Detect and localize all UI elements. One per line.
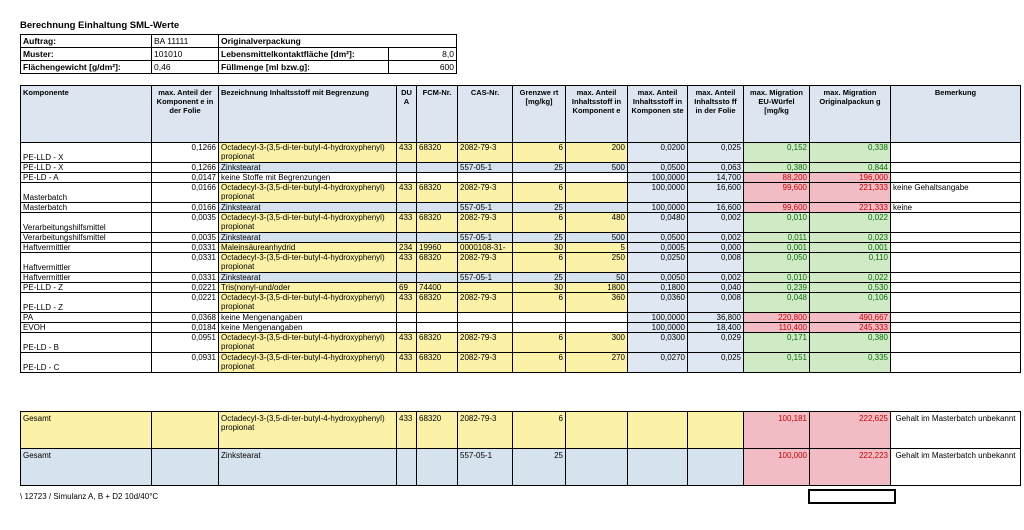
table-cell: PE-LLD - Z <box>21 293 152 313</box>
table-cell: 19960 <box>417 243 458 253</box>
table-cell: 0000108-31- <box>458 243 513 253</box>
table-cell: 200 <box>566 143 628 163</box>
column-header: Komponente <box>21 86 152 143</box>
table-cell: 270 <box>566 353 628 373</box>
table-cell: 0,002 <box>688 233 744 243</box>
table-cell <box>891 293 1021 313</box>
table-cell: 100,0000 <box>628 183 688 203</box>
total-cell: 222,625 <box>810 412 891 449</box>
table-cell: 0,0270 <box>628 353 688 373</box>
table-cell <box>891 253 1021 273</box>
total-cell <box>628 449 688 486</box>
table-cell: 0,040 <box>688 283 744 293</box>
total-cell <box>152 449 219 486</box>
column-header: DU A <box>397 86 417 143</box>
table-cell: 433 <box>397 253 417 273</box>
table-cell: PA <box>21 313 152 323</box>
table-row <box>21 143 1021 163</box>
total-cell: 222,223 <box>810 449 891 486</box>
table-cell: 0,530 <box>810 283 891 293</box>
muster-value: 101010 <box>152 48 219 61</box>
column-header: Bemerkung <box>891 86 1021 143</box>
table-cell: 0,0147 <box>152 173 219 183</box>
table-cell: 234 <box>397 243 417 253</box>
table-row <box>21 323 1021 333</box>
table-cell: 1800 <box>566 283 628 293</box>
table-cell: 6 <box>513 143 566 163</box>
table-cell: 0,011 <box>744 233 810 243</box>
page-title: Berechnung Einhaltung SML-Werte <box>20 20 180 31</box>
table-cell: 68320 <box>417 293 458 313</box>
table-cell: 30 <box>513 243 566 253</box>
table-cell: 0,171 <box>744 333 810 353</box>
total-cell: 25 <box>513 449 566 486</box>
table-cell: 0,002 <box>688 273 744 283</box>
table-row <box>21 313 1021 323</box>
total-cell: Gehalt im Masterbatch unbekannt <box>891 449 1021 486</box>
header-row <box>21 86 1021 143</box>
table-cell: 0,0050 <box>628 273 688 283</box>
table-cell <box>458 313 513 323</box>
table-cell <box>891 273 1021 283</box>
table-cell: 68320 <box>417 353 458 373</box>
table-row <box>21 273 1021 283</box>
column-header: FCM-Nr. <box>417 86 458 143</box>
table-cell: 69 <box>397 283 417 293</box>
column-header: max. Anteil der Komponent e in der Folie <box>152 86 219 143</box>
total-cell: Gehalt im Masterbatch unbekannt <box>891 412 1021 449</box>
empty-box <box>808 489 896 504</box>
table-row <box>21 253 1021 273</box>
table-cell <box>566 323 628 333</box>
total-row <box>21 449 1021 486</box>
total-cell <box>688 412 744 449</box>
total-cell: 6 <box>513 412 566 449</box>
total-cell: 557-05-1 <box>458 449 513 486</box>
table-cell: 500 <box>566 163 628 173</box>
auftrag-label: Auftrag: <box>21 35 152 48</box>
table-cell: 480 <box>566 213 628 233</box>
table-cell: 25 <box>513 163 566 173</box>
flaechengewicht-value: 0,46 <box>152 61 219 74</box>
table-cell: keine Stoffe mit Begrenzungen <box>219 173 397 183</box>
table-cell: 221,333 <box>810 183 891 203</box>
table-cell: 68320 <box>417 183 458 203</box>
table-cell: 220,800 <box>744 313 810 323</box>
table-cell: 557-05-1 <box>458 233 513 243</box>
table-cell: 68320 <box>417 253 458 273</box>
table-cell: 0,844 <box>810 163 891 173</box>
table-row <box>21 293 1021 313</box>
table-cell: Octadecyl-3-(3,5-di-ter-butyl-4-hydroxyphenyl) propionat <box>219 353 397 373</box>
auftrag-value: BA 11111 <box>152 35 219 48</box>
table-row <box>21 213 1021 233</box>
total-cell <box>397 449 417 486</box>
table-cell: 0,151 <box>744 353 810 373</box>
table-cell: 0,338 <box>810 143 891 163</box>
table-cell <box>566 183 628 203</box>
table-cell: 68320 <box>417 333 458 353</box>
table-cell: 0,029 <box>688 333 744 353</box>
table-cell: 30 <box>513 283 566 293</box>
table-cell: 100,0000 <box>628 173 688 183</box>
table-cell: 14,700 <box>688 173 744 183</box>
table-cell <box>397 163 417 173</box>
sml-table <box>20 85 1021 373</box>
table-cell: 5 <box>566 243 628 253</box>
table-cell: 25 <box>513 203 566 213</box>
kontaktflaeche-value: 8,0 <box>389 48 457 61</box>
total-cell <box>566 412 628 449</box>
table-cell: 500 <box>566 233 628 243</box>
table-cell: 0,063 <box>688 163 744 173</box>
fuellmenge-value: 600 <box>389 61 457 74</box>
table-cell <box>566 313 628 323</box>
table-cell: 2082-79-3 <box>458 353 513 373</box>
table-cell: 0,008 <box>688 293 744 313</box>
table-cell: PE-LLD - X <box>21 163 152 173</box>
table-cell: 433 <box>397 183 417 203</box>
table-cell: 0,023 <box>810 233 891 243</box>
total-cell <box>566 449 628 486</box>
table-cell: Octadecyl-3-(3,5-di-ter-butyl-4-hydroxyphenyl) propionat <box>219 183 397 203</box>
table-cell: 0,050 <box>744 253 810 273</box>
table-cell <box>891 353 1021 373</box>
table-cell: 0,1800 <box>628 283 688 293</box>
table-cell: PE-LD - C <box>21 353 152 373</box>
total-cell <box>417 449 458 486</box>
table-cell: Verarbeitungshilfsmittel <box>21 233 152 243</box>
table-cell: 433 <box>397 213 417 233</box>
table-cell <box>891 243 1021 253</box>
table-cell: 2082-79-3 <box>458 183 513 203</box>
table-row <box>21 163 1021 173</box>
table-cell: 0,1266 <box>152 143 219 163</box>
total-cell: 100,000 <box>744 449 810 486</box>
table-cell: Octadecyl-3-(3,5-di-ter-butyl-4-hydroxyphenyl) propionat <box>219 293 397 313</box>
table-cell: 0,0166 <box>152 203 219 213</box>
table-cell <box>417 233 458 243</box>
table-cell: 557-05-1 <box>458 273 513 283</box>
table-cell: 0,0221 <box>152 293 219 313</box>
table-cell: keine <box>891 203 1021 213</box>
table-cell: 100,0000 <box>628 323 688 333</box>
table-cell <box>566 203 628 213</box>
table-cell: 0,001 <box>810 243 891 253</box>
table-cell <box>891 283 1021 293</box>
table-cell: 6 <box>513 183 566 203</box>
table-cell: 25 <box>513 233 566 243</box>
table-cell: keine Gehaltsangabe <box>891 183 1021 203</box>
table-cell: 433 <box>397 143 417 163</box>
table-cell: 0,0951 <box>152 333 219 353</box>
table-cell: Zinkstearat <box>219 163 397 173</box>
table-cell: Zinkstearat <box>219 203 397 213</box>
table-cell: 0,0931 <box>152 353 219 373</box>
column-header: max. Anteil Inhaltsstoff in Komponent e <box>566 86 628 143</box>
table-cell: 0,0331 <box>152 273 219 283</box>
table-cell: 6 <box>513 333 566 353</box>
table-cell <box>891 333 1021 353</box>
column-header: CAS-Nr. <box>458 86 513 143</box>
total-cell: Gesamt <box>21 412 152 449</box>
table-cell: 99,600 <box>744 183 810 203</box>
table-cell: 0,025 <box>688 353 744 373</box>
table-cell: 0,335 <box>810 353 891 373</box>
table-row <box>21 173 1021 183</box>
table-cell: 0,110 <box>810 253 891 273</box>
table-cell: 0,0300 <box>628 333 688 353</box>
table-cell: PE-LLD - Z <box>21 283 152 293</box>
table-cell <box>417 313 458 323</box>
table-cell: 0,152 <box>744 143 810 163</box>
table-cell: Octadecyl-3-(3,5-di-ter-butyl-4-hydroxyphenyl) propionat <box>219 253 397 273</box>
column-header: max. Anteil Inhaltsstoff in Komponen ste <box>628 86 688 143</box>
table-cell <box>458 173 513 183</box>
table-cell <box>891 143 1021 163</box>
table-cell <box>891 173 1021 183</box>
table-cell: Maleinsäureanhydrid <box>219 243 397 253</box>
table-row <box>21 183 1021 203</box>
table-cell <box>417 323 458 333</box>
table-cell <box>417 173 458 183</box>
table-cell: Zinkstearat <box>219 233 397 243</box>
table-cell: 0,001 <box>744 243 810 253</box>
table-cell: 100,0000 <box>628 203 688 213</box>
table-cell: 0,0221 <box>152 283 219 293</box>
table-cell: 2082-79-3 <box>458 293 513 313</box>
total-cell: Gesamt <box>21 449 152 486</box>
table-cell: 0,0035 <box>152 233 219 243</box>
total-cell: Zinkstearat <box>219 449 397 486</box>
column-header: max. Migration EU-Würfel [mg/kg <box>744 86 810 143</box>
total-cell <box>688 449 744 486</box>
table-cell: 6 <box>513 253 566 273</box>
table-cell <box>891 323 1021 333</box>
table-cell: 0,106 <box>810 293 891 313</box>
total-cell: 2082-79-3 <box>458 412 513 449</box>
table-cell: 6 <box>513 353 566 373</box>
totals-table <box>20 411 1021 486</box>
table-cell: 0,0250 <box>628 253 688 273</box>
table-cell: Tris(nonyl-und/oder <box>219 283 397 293</box>
table-cell: 88,200 <box>744 173 810 183</box>
table-cell <box>417 273 458 283</box>
table-cell: 433 <box>397 353 417 373</box>
table-cell: 110,400 <box>744 323 810 333</box>
kontaktflaeche-label: Lebensmittelkontaktfläche [dm²]: <box>219 48 389 61</box>
table-cell: 300 <box>566 333 628 353</box>
table-cell <box>513 173 566 183</box>
table-cell: 2082-79-3 <box>458 333 513 353</box>
table-cell: PE-LD - A <box>21 173 152 183</box>
table-cell: Haftvermittler <box>21 253 152 273</box>
table-cell: 74400 <box>417 283 458 293</box>
table-cell <box>397 273 417 283</box>
table-cell: 0,380 <box>810 333 891 353</box>
total-cell: 100,181 <box>744 412 810 449</box>
table-cell: keine Mengenangaben <box>219 313 397 323</box>
table-row <box>21 353 1021 373</box>
total-cell <box>152 412 219 449</box>
auftrag-right: Originalverpackung <box>219 35 457 48</box>
table-row <box>21 243 1021 253</box>
table-cell: PE-LD - B <box>21 333 152 353</box>
info-table <box>20 34 457 74</box>
column-header: max. Migration Originalpackun g <box>810 86 891 143</box>
table-cell: 100,0000 <box>628 313 688 323</box>
table-row <box>21 333 1021 353</box>
table-cell: 0,025 <box>688 143 744 163</box>
table-cell: Octadecyl-3-(3,5-di-ter-butyl-4-hydroxyphenyl) propionat <box>219 333 397 353</box>
table-cell: 0,022 <box>810 273 891 283</box>
table-row <box>21 283 1021 293</box>
column-header: max. Anteil Inhaltssto ff in der Folie <box>688 86 744 143</box>
table-cell: Octadecyl-3-(3,5-di-ter-butyl-4-hydroxyphenyl) propionat <box>219 143 397 163</box>
table-cell: 0,380 <box>744 163 810 173</box>
table-cell: Masterbatch <box>21 203 152 213</box>
footer-note: \ 12723 / Simulanz A, B + D2 10d/40°C <box>20 492 159 501</box>
column-header: Grenzwe rt [mg/kg] <box>513 86 566 143</box>
table-cell <box>397 313 417 323</box>
table-cell <box>891 313 1021 323</box>
table-cell: 2082-79-3 <box>458 213 513 233</box>
total-cell: Octadecyl-3-(3,5-di-ter-butyl-4-hydroxyphenyl) propionat <box>219 412 397 449</box>
table-cell: 433 <box>397 293 417 313</box>
table-cell: 0,048 <box>744 293 810 313</box>
table-cell: 0,239 <box>744 283 810 293</box>
table-cell: 18,400 <box>688 323 744 333</box>
table-cell: 0,0368 <box>152 313 219 323</box>
table-cell: 0,0500 <box>628 233 688 243</box>
table-cell: 2082-79-3 <box>458 253 513 273</box>
table-cell: Zinkstearat <box>219 273 397 283</box>
table-cell: Verarbeitungshilfsmittel <box>21 213 152 233</box>
table-cell: 68320 <box>417 213 458 233</box>
table-cell: 221,333 <box>810 203 891 213</box>
table-cell <box>397 203 417 213</box>
table-cell <box>513 313 566 323</box>
table-cell <box>397 173 417 183</box>
total-row <box>21 412 1021 449</box>
table-cell: 245,333 <box>810 323 891 333</box>
table-cell <box>891 213 1021 233</box>
table-cell: PE-LLD - X <box>21 143 152 163</box>
table-cell: 0,000 <box>688 243 744 253</box>
table-cell: 99,600 <box>744 203 810 213</box>
table-cell: 0,022 <box>810 213 891 233</box>
table-cell <box>397 323 417 333</box>
table-row <box>21 233 1021 243</box>
table-cell <box>417 163 458 173</box>
muster-label: Muster: <box>21 48 152 61</box>
table-cell: Haftvermittler <box>21 273 152 283</box>
table-cell: 0,0005 <box>628 243 688 253</box>
table-cell: 0,008 <box>688 253 744 273</box>
table-cell <box>566 173 628 183</box>
table-cell: 433 <box>397 333 417 353</box>
table-cell: 25 <box>513 273 566 283</box>
table-cell <box>397 233 417 243</box>
total-cell <box>628 412 688 449</box>
table-cell <box>891 163 1021 173</box>
table-cell: 0,010 <box>744 213 810 233</box>
table-cell: Masterbatch <box>21 183 152 203</box>
table-cell: 250 <box>566 253 628 273</box>
table-cell: 6 <box>513 213 566 233</box>
table-cell: 557-05-1 <box>458 163 513 173</box>
table-cell: 196,000 <box>810 173 891 183</box>
table-cell: 68320 <box>417 143 458 163</box>
table-cell: 0,0331 <box>152 243 219 253</box>
table-cell: 6 <box>513 293 566 313</box>
flaechengewicht-label: Flächengewicht [g/dm²]: <box>21 61 152 74</box>
table-cell: 50 <box>566 273 628 283</box>
table-cell: 36,800 <box>688 313 744 323</box>
table-cell: 360 <box>566 293 628 313</box>
table-cell <box>458 283 513 293</box>
table-cell: 557-05-1 <box>458 203 513 213</box>
table-cell <box>513 323 566 333</box>
table-cell: Octadecyl-3-(3,5-di-ter-butyl-4-hydroxyphenyl) propionat <box>219 213 397 233</box>
table-cell: 0,0184 <box>152 323 219 333</box>
table-cell: 0,002 <box>688 213 744 233</box>
table-cell: Haftvermittler <box>21 243 152 253</box>
table-cell: 0,0480 <box>628 213 688 233</box>
table-cell: keine Mengenangaben <box>219 323 397 333</box>
table-cell: 2082-79-3 <box>458 143 513 163</box>
total-cell: 68320 <box>417 412 458 449</box>
fuellmenge-label: Füllmenge [ml bzw.g]: <box>219 61 389 74</box>
table-cell: 16,600 <box>688 203 744 213</box>
table-cell: 0,1266 <box>152 163 219 173</box>
table-cell: 0,0331 <box>152 253 219 273</box>
table-cell: EVOH <box>21 323 152 333</box>
table-cell: 0,010 <box>744 273 810 283</box>
column-header: Bezeichnung Inhaltsstoff mit Begrenzung <box>219 86 397 143</box>
table-cell: 0,0500 <box>628 163 688 173</box>
table-cell <box>458 323 513 333</box>
table-cell: 16,600 <box>688 183 744 203</box>
table-cell <box>891 233 1021 243</box>
table-row <box>21 203 1021 213</box>
table-cell: 490,667 <box>810 313 891 323</box>
total-cell: 433 <box>397 412 417 449</box>
table-cell: 0,0200 <box>628 143 688 163</box>
table-cell <box>417 203 458 213</box>
table-cell: 0,0035 <box>152 213 219 233</box>
table-cell: 0,0360 <box>628 293 688 313</box>
table-cell: 0,0166 <box>152 183 219 203</box>
